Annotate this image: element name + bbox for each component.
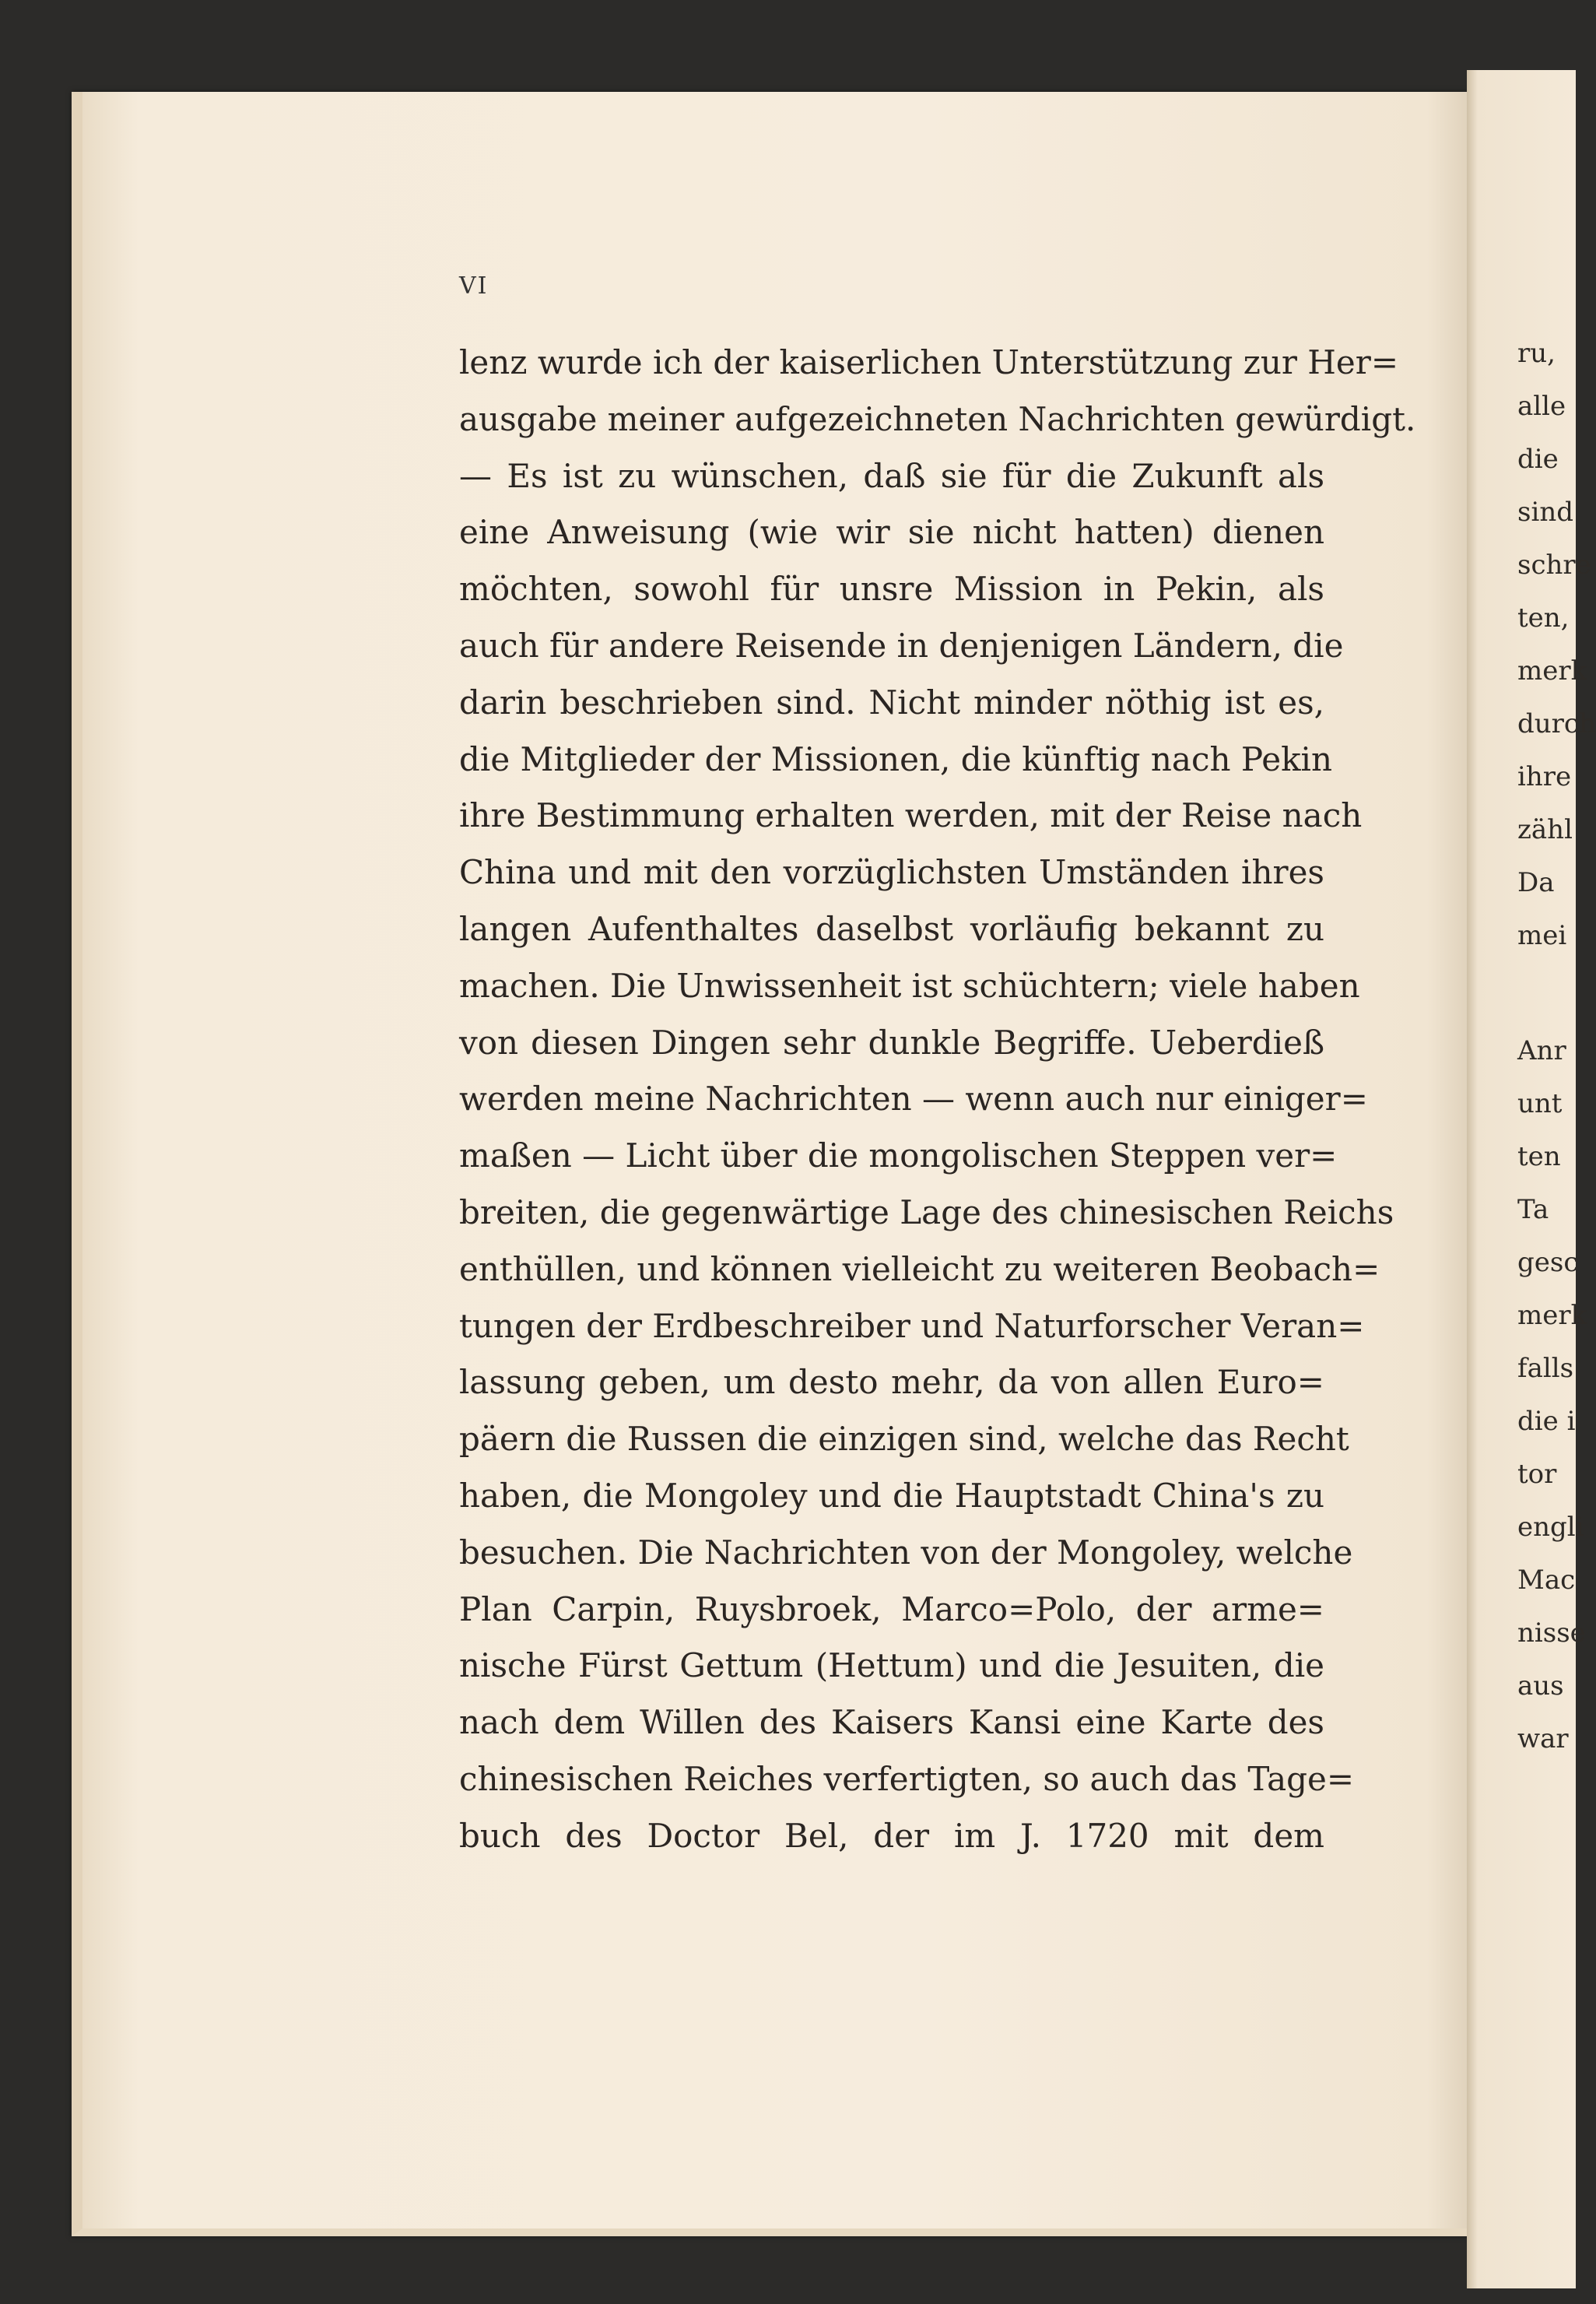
text-line: breiten, die gegenwärtige Lage des chinesischen Reichs bbox=[459, 1192, 1394, 1231]
text-line: eine Anweisung (wie wir sie nicht hatten) dienen bbox=[459, 513, 1324, 552]
page-number: VI bbox=[459, 272, 489, 300]
paragraph-gap bbox=[1517, 962, 1596, 1024]
facing-page-fragment: ihre bbox=[1517, 761, 1572, 792]
facing-page-fragment: unt bbox=[1517, 1088, 1563, 1119]
facing-page-fragment: Mac bbox=[1517, 1565, 1576, 1596]
facing-page-fragment: war bbox=[1517, 1723, 1569, 1754]
text-line: auch für andere Reisende in denjenigen Ländern, die bbox=[459, 626, 1344, 665]
facing-page-fragment: alle bbox=[1517, 391, 1566, 422]
text-line: Plan Carpin, Ruysbroek, Marco=Polo, der arme= bbox=[459, 1589, 1324, 1628]
text-line: langen Aufenthaltes daselbst vorläufig bekannt zu bbox=[459, 909, 1324, 948]
facing-page-fragment: Anr bbox=[1517, 1035, 1566, 1066]
text-line: maßen — Licht über die mongolischen Steppen ver= bbox=[459, 1136, 1338, 1175]
text-line: haben, die Mongoley und die Hauptstadt China's zu bbox=[459, 1476, 1324, 1515]
facing-page-fragment: durch bbox=[1517, 708, 1596, 739]
page-body-text bbox=[459, 335, 1416, 1865]
text-line: ihre Bestimmung erhalten werden, mit der Reise nach bbox=[459, 796, 1363, 835]
text-line: enthüllen, und können vielleicht zu weiteren Beobach= bbox=[459, 1249, 1380, 1288]
text-line: nach dem Willen des Kaisers Kansi eine Karte des bbox=[459, 1703, 1324, 1742]
text-line: nische Fürst Gettum (Hettum) und die Jesuiten, die bbox=[459, 1646, 1324, 1685]
text-line: tungen der Erdbeschreiber und Naturforscher Veran= bbox=[459, 1306, 1365, 1345]
facing-page-fragment: ten, bbox=[1517, 602, 1570, 634]
facing-page-fragment: Da bbox=[1517, 867, 1555, 898]
text-line: besuchen. Die Nachrichten von der Mongoley, welche bbox=[459, 1533, 1353, 1572]
facing-page-fragment: die i bbox=[1517, 1406, 1576, 1437]
facing-page-fragment: mei bbox=[1517, 920, 1567, 951]
facing-page-fragment: sind bbox=[1517, 497, 1573, 528]
facing-page-fragment: aus bbox=[1517, 1670, 1564, 1702]
text-line: werden meine Nachrichten — wenn auch nur einiger= bbox=[459, 1080, 1368, 1119]
text-line: machen. Die Unwissenheit ist schüchtern; viele haben bbox=[459, 966, 1360, 1005]
text-line: buch des Doctor Bel, der im J. 1720 mit dem bbox=[459, 1816, 1324, 1855]
text-line: chinesischen Reiches verfertigten, so auch das Tage= bbox=[459, 1759, 1355, 1798]
text-line: lenz wurde ich der kaiserlichen Unterstützung zur Her= bbox=[459, 343, 1399, 381]
facing-page-fragment: engli bbox=[1517, 1512, 1584, 1543]
facing-page-fragment: merk bbox=[1517, 655, 1587, 687]
facing-page-fragment: falls bbox=[1517, 1353, 1574, 1384]
text-line: — Es ist zu wünschen, daß sie für die Zukunft als bbox=[459, 456, 1324, 495]
facing-page-fragment: schre bbox=[1517, 550, 1591, 581]
text-line: ausgabe meiner aufgezeichneten Nachrichten gewürdigt. bbox=[459, 399, 1416, 438]
text-line: China und mit den vorzüglichsten Umständen ihres bbox=[459, 853, 1324, 892]
facing-page-fragment: Ta bbox=[1517, 1194, 1549, 1225]
facing-page-fragment: gesc bbox=[1517, 1247, 1579, 1278]
text-line: die Mitglieder der Missionen, die künftig nach Pekin bbox=[459, 739, 1333, 778]
facing-page-fragment: tor bbox=[1517, 1459, 1557, 1490]
facing-page-fragment: nisse bbox=[1517, 1617, 1586, 1649]
facing-page-fragment: ru, bbox=[1517, 338, 1556, 369]
facing-page-fragment: ten bbox=[1517, 1141, 1561, 1172]
text-line: von diesen Dingen sehr dunkle Begriffe. Ueberdieß bbox=[459, 1023, 1324, 1062]
facing-page-fragment: zähl bbox=[1517, 814, 1573, 845]
text-line: päern die Russen die einzigen sind, welche das Recht bbox=[459, 1420, 1349, 1459]
facing-page-fragment: merk bbox=[1517, 1300, 1587, 1331]
facing-page-text-fragments bbox=[1517, 327, 1596, 1765]
text-line: möchten, sowohl für unsre Mission in Pekin, als bbox=[459, 570, 1324, 609]
text-line: lassung geben, um desto mehr, da von allen Euro= bbox=[459, 1363, 1324, 1402]
facing-page-fragment: die bbox=[1517, 444, 1559, 475]
text-line: darin beschrieben sind. Nicht minder nöthig ist es, bbox=[459, 683, 1324, 722]
